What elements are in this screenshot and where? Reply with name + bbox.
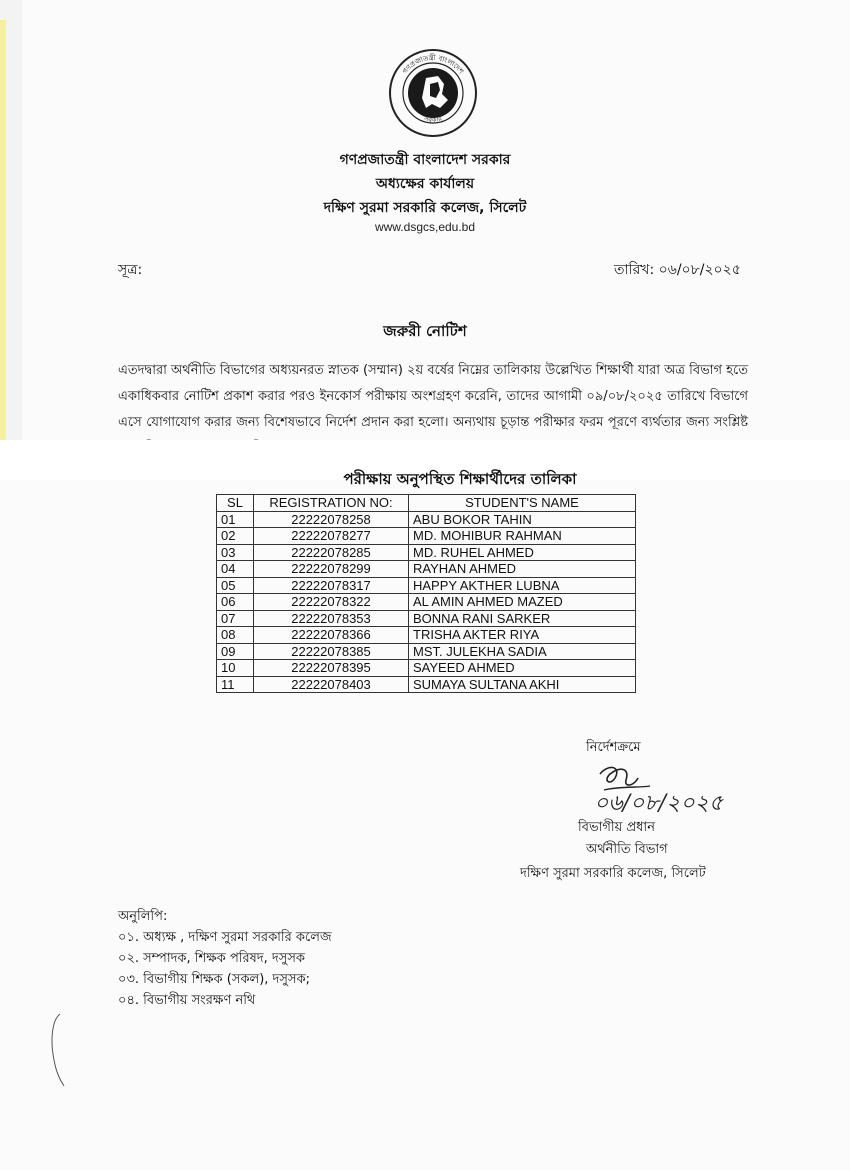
handwritten-date: ০৬/০৮/২০২৫ [594, 791, 724, 816]
cell-sl: 07 [217, 610, 254, 627]
cell-sl: 04 [217, 561, 254, 578]
cell-name: TRISHA AKTER RIYA [409, 627, 636, 644]
cell-registration: 22222078395 [254, 660, 409, 677]
column-header-sl: SL [217, 495, 254, 512]
cell-registration: 22222078258 [254, 511, 409, 528]
reference-label: সূত্র: [118, 262, 143, 278]
table-row [217, 643, 636, 660]
notice-body: এতদদ্বারা অর্থনীতি বিভাগের অধ্যয়নরত স্নাতক (সম্মান) ২য় বর্ষের নিম্নের তালিকায় উল্লেখিত শিক্ষার্থী যারা অত্র বিভাগ হতে একাধিকবার নোটিশ প্রকাশ করার পরও ইনকোর্স পরীক্ষায় অংশগ্রহণ করেনি, তাদের আগামী ০৯/০৮/২০২৫ তারিখে বিভাগে এসে যোগাযোগ করার জন্য বিশেষভাবে নির্দেশ প্রদান করা হলো। অন্যথায় চূড়ান্ত পরীক্ষার ফরম পূরণে ব্যর্থতার জন্য সংশ্লিষ্ট [118, 363, 748, 430]
signatory-institution: দক্ষিণ সুরমা সরকারি কলেজ, সিলেট [520, 866, 706, 881]
table-row [217, 610, 636, 627]
cell-registration: 22222078385 [254, 643, 409, 660]
cell-sl: 03 [217, 544, 254, 561]
cell-name: ABU BOKOR TAHIN [409, 511, 636, 528]
pen-mark-icon [46, 1010, 76, 1090]
cell-registration: 22222078285 [254, 544, 409, 561]
cell-sl: 05 [217, 577, 254, 594]
column-header-name: STUDENT'S NAME [409, 495, 636, 512]
header-government: গণপ্রজাতন্ত্রী বাংলাদেশ সরকার [339, 152, 511, 168]
table-header-row [217, 495, 636, 512]
table-row [217, 511, 636, 528]
table-row [217, 561, 636, 578]
notice-date: তারিখ: ০৬/০৮/২০২৫ [614, 262, 741, 278]
handwritten-signature-icon [590, 760, 730, 818]
copy-label: অনুলিপি: [118, 909, 168, 924]
table-row [217, 594, 636, 611]
cell-registration: 22222078403 [254, 676, 409, 693]
table-row [217, 660, 636, 677]
copy-item: ০৪. বিভাগীয় সংরক্ষণ নথি [118, 993, 256, 1008]
by-order-label: নির্দেশক্রমে [586, 740, 641, 755]
cell-registration: 22222078317 [254, 577, 409, 594]
table-row [217, 627, 636, 644]
cell-registration: 22222078299 [254, 561, 409, 578]
cell-name: HAPPY AKTHER LUBNA [409, 577, 636, 594]
table-row [217, 528, 636, 545]
header-office: অধ্যক্ষের কার্যালয় [375, 176, 475, 192]
signature-block [500, 738, 760, 888]
cell-registration: 22222078353 [254, 610, 409, 627]
cell-sl: 09 [217, 643, 254, 660]
absent-students-table [216, 494, 636, 693]
table-row [217, 577, 636, 594]
cell-sl: 01 [217, 511, 254, 528]
cell-name: RAYHAN AHMED [409, 561, 636, 578]
column-header-registration: REGISTRATION NO: [254, 495, 409, 512]
cell-name: AL AMIN AHMED MAZED [409, 594, 636, 611]
cell-registration: 22222078366 [254, 627, 409, 644]
copy-distribution [118, 906, 332, 1011]
cell-registration: 22222078277 [254, 528, 409, 545]
cell-name: MD. MOHIBUR RAHMAN [409, 528, 636, 545]
cell-name: SUMAYA SULTANA AKHI [409, 676, 636, 693]
table-title: পরীক্ষায় অনুপস্থিত শিক্ষার্থীদের তালিকা [343, 470, 577, 488]
cell-sl: 10 [217, 660, 254, 677]
cell-registration: 22222078322 [254, 594, 409, 611]
copy-item: ০২. সম্পাদক, শিক্ষক পরিষদ, দসুসক [118, 951, 306, 966]
cell-sl: 11 [217, 676, 254, 693]
signatory-department: অর্থনীতি বিভাগ [586, 842, 668, 857]
signatory-designation: বিভাগীয় প্রধান [578, 820, 655, 835]
table-row [217, 544, 636, 561]
cell-sl: 02 [217, 528, 254, 545]
copy-item: ০৩. বিভাগীয় শিক্ষক (সকল), দসুসক; [118, 972, 311, 987]
cell-name: MST. JULEKHA SADIA [409, 643, 636, 660]
copy-item: ০১. অধ্যক্ষ , দক্ষিণ সুরমা সরকারি কলেজ [118, 930, 332, 945]
cell-name: SAYEED AHMED [409, 660, 636, 677]
header-college: দক্ষিণ সুরমা সরকারি কলেজ, সিলেট [323, 200, 527, 216]
table-row [217, 676, 636, 693]
seal-text-bottom: সরকার [422, 114, 444, 125]
scan-edge [0, 20, 6, 460]
cell-name: MD. RUHEL AHMED [409, 544, 636, 561]
cell-sl: 06 [217, 594, 254, 611]
government-seal-icon [388, 48, 478, 138]
cell-name: BONNA RANI SARKER [409, 610, 636, 627]
notice-title: জরুরী নোটিশ [383, 322, 467, 340]
header-website: www.dsgcs,edu.bd [374, 220, 476, 234]
cell-sl: 08 [217, 627, 254, 644]
seal-text-top: গণপ্রজাতন্ত্রী বাংলাদেশ [401, 53, 465, 76]
